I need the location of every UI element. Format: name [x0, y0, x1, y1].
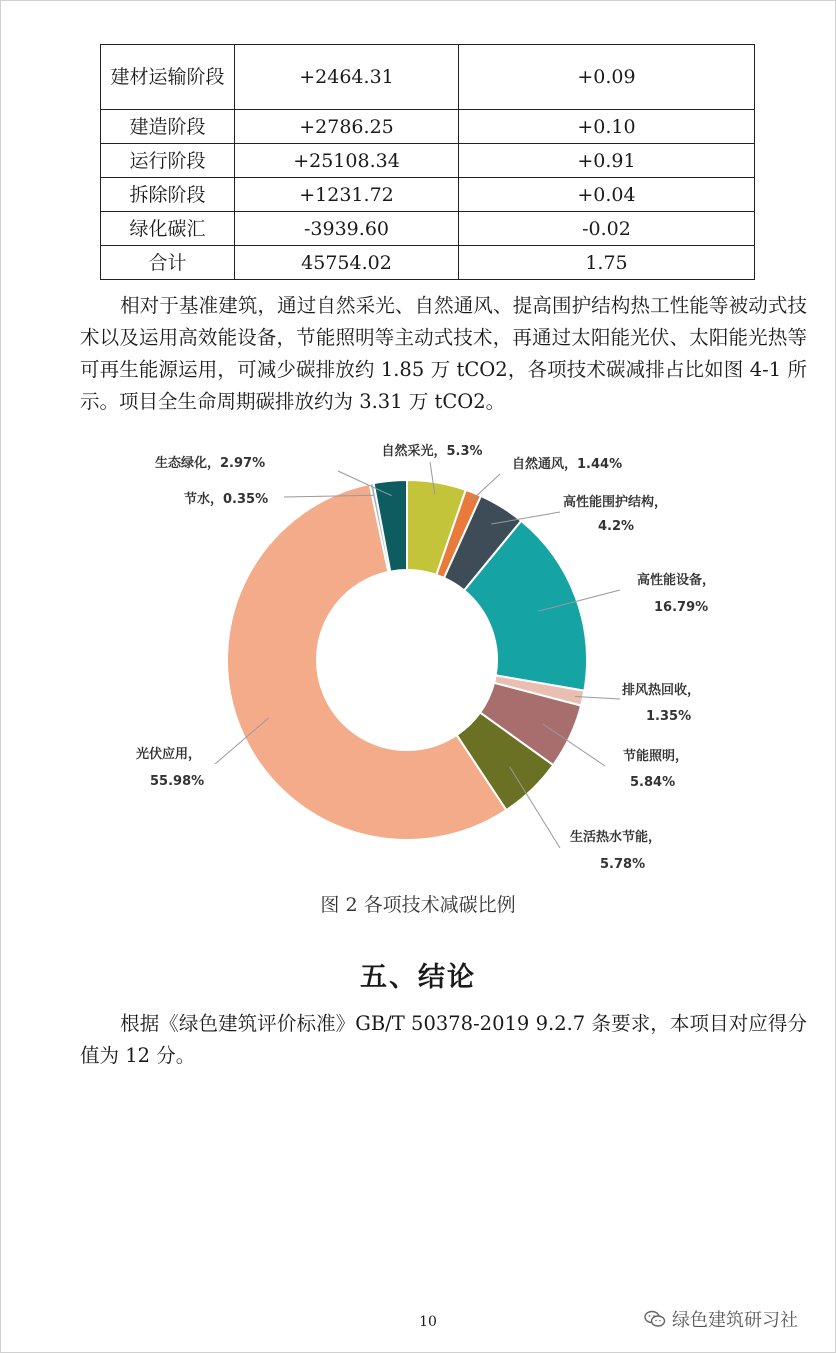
table-row [101, 144, 755, 178]
paragraph-carbon-reduction-text: 相对于基准建筑，通过自然采光、自然通风、提高围护结构热工性能等被动式技术以及运用高效能设备，节能照明等主动式技术，再通过太阳能光伏、太阳能光热等可再生能源运用，可减少碳排放约 1.85 万 tCO2，各项技术碳减排占比如图 4-1 所示。项目全生命周期碳排放约为 3.31 万 tCO2。 [80, 294, 807, 413]
paragraph-conclusion [80, 1008, 807, 1072]
chart-label: 自然采光，5.3% [381, 444, 483, 459]
chart-label: 4.2% [598, 519, 635, 534]
stage-cell: 建材运输阶段 [101, 45, 235, 110]
emission-cell: +2464.31 [235, 45, 459, 110]
chart-label: 生态绿化，2.97% [155, 456, 266, 471]
table-row [101, 178, 755, 212]
emission-cell: +2786.25 [235, 110, 459, 144]
figure-caption: 图 2 各项技术减碳比例 [320, 894, 516, 916]
chart-label: 节能照明， [623, 749, 689, 764]
table-row [101, 212, 755, 246]
chart-label: 5.78% [600, 857, 646, 872]
share-cell: +0.91 [459, 144, 755, 178]
stage-cell: 绿化碳汇 [101, 212, 235, 246]
share-cell: +0.04 [459, 178, 755, 212]
emission-cell: +1231.72 [235, 178, 459, 212]
chart-label: 自然通风，1.44% [512, 457, 623, 472]
chart-label: 排风热回收， [622, 683, 701, 698]
chart-label: 16.79% [654, 600, 709, 615]
watermark [644, 1305, 824, 1333]
share-cell: -0.02 [459, 212, 755, 246]
stage-cell: 建造阶段 [101, 110, 235, 144]
chart-label: 高性能设备， [637, 573, 716, 588]
chart-label: 55.98% [150, 774, 205, 789]
paragraph-carbon-reduction [80, 290, 807, 418]
share-cell: 1.75 [459, 246, 755, 280]
emission-cell: -3939.60 [235, 212, 459, 246]
watermark-text: 绿色建筑研习社 [672, 1310, 798, 1331]
chart-label: 高性能围护结构， [563, 495, 668, 510]
stage-cell: 拆除阶段 [101, 178, 235, 212]
chart-label: 节水，0.35% [184, 492, 269, 507]
table-row [101, 110, 755, 144]
wechat-icon [644, 1310, 666, 1328]
emission-cell: 45754.02 [235, 246, 459, 280]
page-number: 10 [419, 1314, 437, 1330]
emission-cell: +25108.34 [235, 144, 459, 178]
table-row [101, 246, 755, 280]
chart-label: 1.35% [646, 709, 692, 724]
stage-cell: 运行阶段 [101, 144, 235, 178]
chart-label: 生活热水节能， [570, 830, 662, 845]
chart-label: 5.84% [630, 775, 676, 790]
carbon-reduction-donut-chart [0, 440, 836, 885]
table-row [101, 45, 755, 110]
carbon-emission-table [100, 44, 755, 280]
paragraph-conclusion-text: 根据《绿色建筑评价标准》GB/T 50378-2019 9.2.7 条要求，本项目对应得分值为 12 分。 [80, 1012, 807, 1067]
section-heading: 五、结论 [360, 962, 476, 993]
chart-label: 光伏应用， [136, 747, 202, 762]
share-cell: +0.09 [459, 45, 755, 110]
share-cell: +0.10 [459, 110, 755, 144]
stage-cell: 合计 [101, 246, 235, 280]
